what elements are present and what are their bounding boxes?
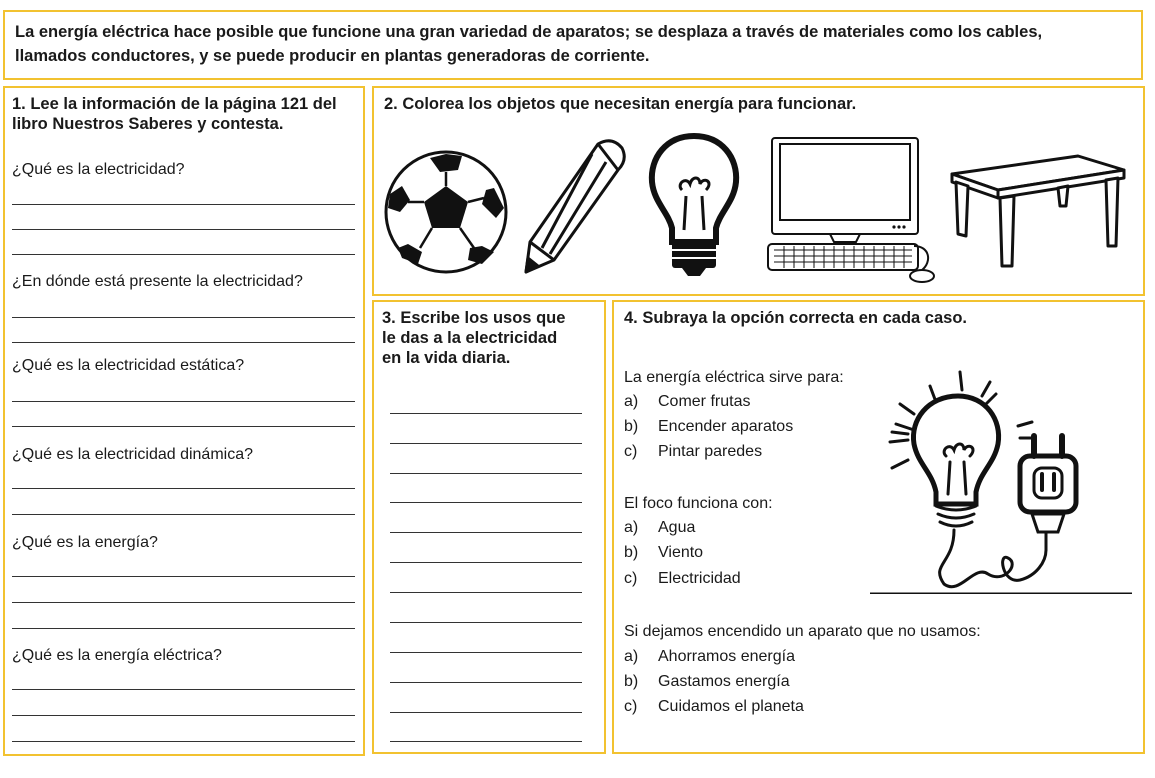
option-item[interactable] (624, 697, 804, 717)
answer-line[interactable] (12, 401, 355, 402)
answer-line[interactable] (12, 317, 355, 318)
question-1: ¿Qué es la electricidad? (12, 161, 185, 178)
option-letter: b) (624, 418, 639, 435)
intro-line-1: La energía eléctrica hace posible que funcione una gran variedad de aparatos; se desplaza a través de materiales como los cables, (15, 23, 1043, 41)
section-2 (372, 86, 1145, 296)
section-4-title: 4. Subraya la opción correcta en cada caso. (624, 309, 967, 327)
option-text: Encender aparatos (658, 418, 794, 435)
answer-line[interactable] (12, 204, 355, 205)
option-letter: c) (624, 698, 638, 715)
group-3-prompt: Si dejamos encendido un aparato que no usamos: (624, 623, 981, 640)
answer-line[interactable] (12, 741, 355, 742)
option-letter: a) (624, 648, 639, 665)
section-3-title-line-1: 3. Escribe los usos que (382, 309, 566, 327)
bulb-and-plug-icon (870, 364, 1132, 594)
group-2-prompt: El foco funciona con: (624, 495, 773, 512)
answer-line[interactable] (390, 413, 582, 414)
section-1 (3, 86, 365, 756)
option-item[interactable] (624, 392, 750, 412)
option-letter: a) (624, 519, 639, 536)
section-1-title-line-1: 1. Lee la información de la página 121 del (12, 95, 337, 113)
option-item[interactable] (624, 672, 790, 692)
answer-line[interactable] (390, 502, 582, 503)
answer-line[interactable] (390, 682, 582, 683)
answer-line[interactable] (390, 592, 582, 593)
option-item[interactable] (624, 518, 695, 538)
answer-line[interactable] (12, 576, 355, 577)
answer-line[interactable] (12, 229, 355, 230)
answer-line[interactable] (390, 562, 582, 563)
option-item[interactable] (624, 647, 795, 667)
option-letter: a) (624, 393, 639, 410)
answer-line[interactable] (12, 602, 355, 603)
answer-line[interactable] (12, 342, 355, 343)
section-2-title: 2. Colorea los objetos que necesitan energía para funcionar. (384, 95, 857, 113)
answer-line[interactable] (12, 514, 355, 515)
section-4 (612, 300, 1145, 754)
table-icon[interactable] (946, 150, 1128, 270)
answer-line[interactable] (390, 741, 582, 742)
lightbulb-icon[interactable] (646, 130, 742, 280)
answer-line[interactable] (12, 689, 355, 690)
answer-line[interactable] (390, 532, 582, 533)
answer-line[interactable] (12, 628, 355, 629)
option-letter: c) (624, 443, 638, 460)
option-letter: b) (624, 673, 639, 690)
answer-line[interactable] (12, 488, 355, 489)
question-3: ¿Qué es la electricidad estática? (12, 357, 245, 374)
intro-box (3, 10, 1143, 80)
answer-line[interactable] (390, 443, 582, 444)
option-text: Cuidamos el planeta (658, 698, 804, 715)
computer-icon[interactable] (764, 136, 944, 286)
option-item[interactable] (624, 417, 793, 437)
option-text: Agua (658, 519, 696, 536)
option-text: Comer frutas (658, 393, 751, 410)
option-letter: c) (624, 570, 638, 587)
section-3-title-line-2: le das a la electricidad (382, 329, 558, 347)
answer-line[interactable] (390, 712, 582, 713)
option-text: Ahorramos energía (658, 648, 795, 665)
answer-line[interactable] (390, 652, 582, 653)
section-3-title-line-3: en la vida diaria. (382, 349, 511, 367)
option-item[interactable] (624, 442, 762, 462)
answer-line[interactable] (12, 426, 355, 427)
soccer-ball-icon[interactable] (382, 148, 510, 276)
section-3 (372, 300, 606, 754)
answer-line[interactable] (390, 473, 582, 474)
question-2: ¿En dónde está presente la electricidad? (12, 273, 303, 290)
question-4: ¿Qué es la electricidad dinámica? (12, 446, 254, 463)
option-text: Pintar paredes (658, 443, 763, 460)
pencil-icon[interactable] (520, 136, 630, 276)
option-letter: b) (624, 544, 639, 561)
answer-line[interactable] (390, 622, 582, 623)
question-6: ¿Qué es la energía eléctrica? (12, 647, 222, 664)
section-1-title-line-2: libro Nuestros Saberes y contesta. (12, 115, 284, 133)
group-1-prompt: La energía eléctrica sirve para: (624, 369, 844, 386)
answer-line[interactable] (12, 715, 355, 716)
option-text: Electricidad (658, 570, 741, 587)
question-5: ¿Qué es la energía? (12, 534, 158, 551)
option-item[interactable] (624, 569, 741, 589)
option-item[interactable] (624, 543, 703, 563)
option-text: Gastamos energía (658, 673, 790, 690)
answer-line[interactable] (12, 254, 355, 255)
option-text: Viento (658, 544, 704, 561)
intro-line-2: llamados conductores, y se puede producir en plantas generadoras de corriente. (15, 47, 650, 65)
